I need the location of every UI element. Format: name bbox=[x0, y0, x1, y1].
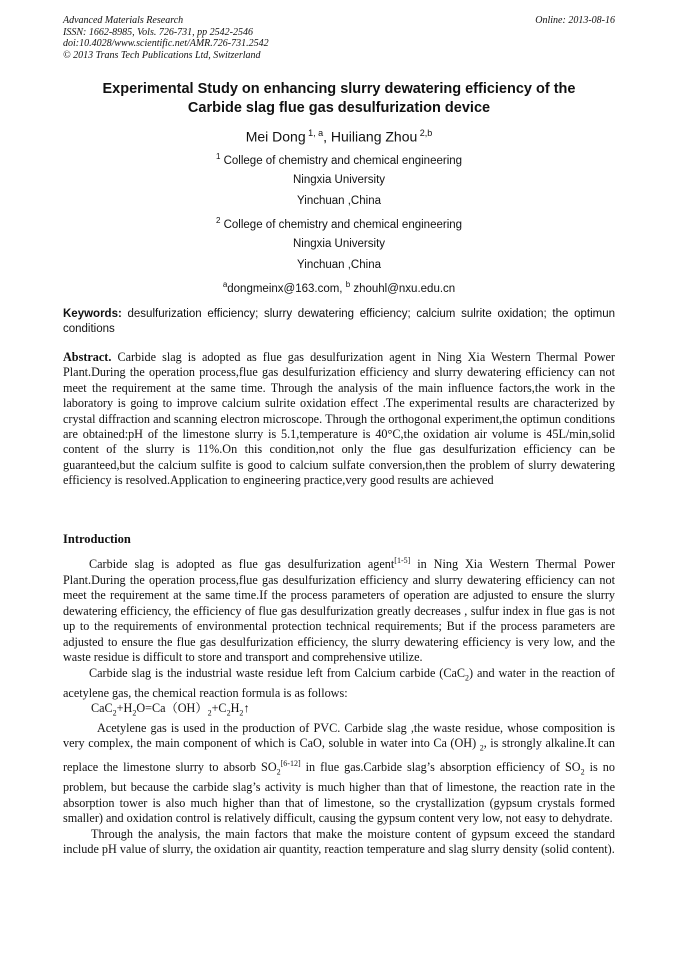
doi-line: doi:10.4028/www.scientific.net/AMR.726-731.2542 bbox=[63, 38, 269, 49]
affiliation-line bbox=[63, 150, 615, 168]
formula-part: H bbox=[230, 701, 240, 715]
paragraph-text: Acetylene gas is used in the production of PVC. Carbide slag ,the waste residue, whose composition is very complex, the main component of which is CaO, soluble in water into Ca (OH) bbox=[63, 720, 615, 751]
affiliation-line: Ningxia University bbox=[292, 174, 386, 186]
paragraph-text: in Ning Xia Western Thermal Power Plant.During the operation process,flue gas desulfurization efficiency and slurry dewatering efficiency can not meet the requirement at the same time.If the process parameters of operation are adjusted to ensure the slurry dewatering efficiency, the efficiency of flue gas desulfurization greatly decreases , sulfur index in flue gas is not up to the requirements of environmental protection technical requirements; But if the process parameters are adjusted to ensure the flue gas desulfurization efficiency, the slurry dewatering efficiency is very low, and the waste residue is difficult to store and transport and comprehensive utilize. bbox=[63, 557, 616, 665]
keywords-label: Keywords: bbox=[63, 308, 122, 320]
citation: [1-5] bbox=[394, 556, 411, 565]
abstract-block bbox=[63, 350, 615, 489]
online-date: Online: 2013-08-16 bbox=[535, 15, 615, 26]
affiliation-text: College of chemistry and chemical engineering bbox=[220, 218, 463, 231]
keywords-text: desulfurization efficiency; slurry dewatering efficiency; calcium sulrite oxidation; the optimun conditions bbox=[63, 308, 615, 335]
chemical-formula bbox=[63, 701, 615, 721]
email-line bbox=[63, 278, 615, 296]
affiliation-line: Yinchuan ,China bbox=[297, 259, 381, 271]
paragraph-text: is no problem, but because the carbide slag’s activity is much higher than that of limestone, the reaction rate in the absorption tower is also much higher than that of limestone, so the crystallization (gypsum crystals formed smaller) and oxidation control is relatively difficult, causing the gypsum content very low, not easy to dehydrate. bbox=[63, 760, 615, 826]
copyright-line: © 2013 Trans Tech Publications Ltd, Switzerland bbox=[63, 49, 261, 61]
abstract-label: Abstract. bbox=[63, 350, 112, 364]
keywords-block bbox=[63, 307, 615, 337]
paragraph bbox=[63, 721, 615, 827]
affiliation-text: College of chemistry and chemical engineering bbox=[220, 154, 463, 167]
subscript: 2 bbox=[465, 673, 470, 682]
formula-part: O=Ca（OH） bbox=[136, 701, 208, 715]
journal-header bbox=[63, 15, 615, 61]
issn-line: ISSN: 1662-8985, Vols. 726-731, pp 2542-2546 bbox=[63, 26, 253, 38]
paragraph-text: Carbide slag is adopted as flue gas desulfurization agent bbox=[89, 557, 395, 572]
email-address: dongmeinx@163.com, bbox=[227, 282, 346, 295]
subscript: 2 bbox=[132, 708, 137, 718]
author-list bbox=[63, 124, 615, 146]
subscript: 2 bbox=[207, 708, 212, 718]
paragraph bbox=[63, 666, 615, 701]
introduction-body bbox=[63, 553, 615, 858]
author-superscript: 1, a bbox=[305, 128, 324, 138]
affiliation-line bbox=[63, 214, 615, 232]
email-superscript: a bbox=[222, 280, 228, 289]
author-name: Huiliang Zhou bbox=[330, 128, 418, 145]
abstract-text: Carbide slag is adopted as flue gas desulfurization agent in Ning Xia Western Thermal Power Plant.During the operation process,flue gas desulfurization efficiency and slurry dewatering efficiency can not meet the requirement at the same time. Through the analysis of the main influence factors,the work in the laboratory is going to improve calcium sulrite oxidation effect .The experimental results are characterized by crystal diffraction and scanning electron microscope. Through the orthogonal experiment,the optimun conditions are obtained:pH of the limestone slurry is 5.1,temperature is 40°C,the oxidation air volume is 45L/min,solid content of the slurry is 11%.On this condition,not only the flue gas desulfurization efficiency can be guaranteed,but the calcium sulfite is good to calcium sulfate conversion,then the problem of slurry dewatering efficiency is resolved.Application to engineering practice,very good results are achieved bbox=[63, 350, 615, 488]
formula-part: CaC bbox=[91, 701, 113, 715]
email-address: zhouhl@nxu.edu.cn bbox=[350, 282, 456, 295]
paragraph-text: in flue gas.Carbide slag’s absorption efficiency of SO bbox=[300, 760, 581, 775]
journal-name: Advanced Materials Research bbox=[63, 15, 184, 26]
subscript: 2 bbox=[239, 708, 244, 718]
subscript: 2 bbox=[112, 708, 117, 718]
paragraph bbox=[63, 553, 615, 666]
author-separator: , bbox=[323, 128, 331, 145]
author-name: Mei Dong bbox=[245, 128, 306, 145]
subscript: 2 bbox=[479, 743, 484, 753]
affiliation-superscript: 2 bbox=[215, 216, 221, 225]
paper-title bbox=[63, 80, 615, 118]
paragraph-text: , is strongly alkaline.It can replace the limestone slurry to absorb SO bbox=[63, 736, 615, 775]
subscript: 2 bbox=[226, 708, 231, 718]
title-line-1: Experimental Study on enhancing slurry dewatering efficiency of the bbox=[102, 81, 576, 97]
affiliation-line: Yinchuan ,China bbox=[297, 195, 381, 207]
email-superscript: b bbox=[345, 280, 351, 289]
author-superscript: 2,b bbox=[417, 128, 433, 138]
title-line-2: Carbide slag flue gas desulfurization device bbox=[187, 100, 491, 116]
introduction-heading: Introduction bbox=[63, 532, 131, 546]
affiliation-line: Ningxia University bbox=[292, 238, 386, 250]
paragraph: Through the analysis, the main factors that make the moisture content of gypsum exceed the standard include pH value of slurry, the oxidation air quantity, reaction temperature and slag slurry density (solid content). bbox=[63, 826, 615, 857]
formula-part: ↑ bbox=[243, 701, 250, 715]
subscript: 2 bbox=[276, 767, 281, 777]
formula-part: +H bbox=[116, 701, 133, 715]
paragraph-text: ) and water in the reaction of acetylene gas, the chemical reaction formula is as follows: bbox=[63, 665, 615, 700]
affiliation-superscript: 1 bbox=[215, 152, 221, 161]
formula-part: +C bbox=[211, 701, 227, 715]
subscript: 2 bbox=[580, 767, 585, 777]
citation: [6-12] bbox=[280, 759, 301, 769]
paragraph-text: Carbide slag is the industrial waste residue left from Calcium carbide (CaC bbox=[89, 665, 466, 680]
